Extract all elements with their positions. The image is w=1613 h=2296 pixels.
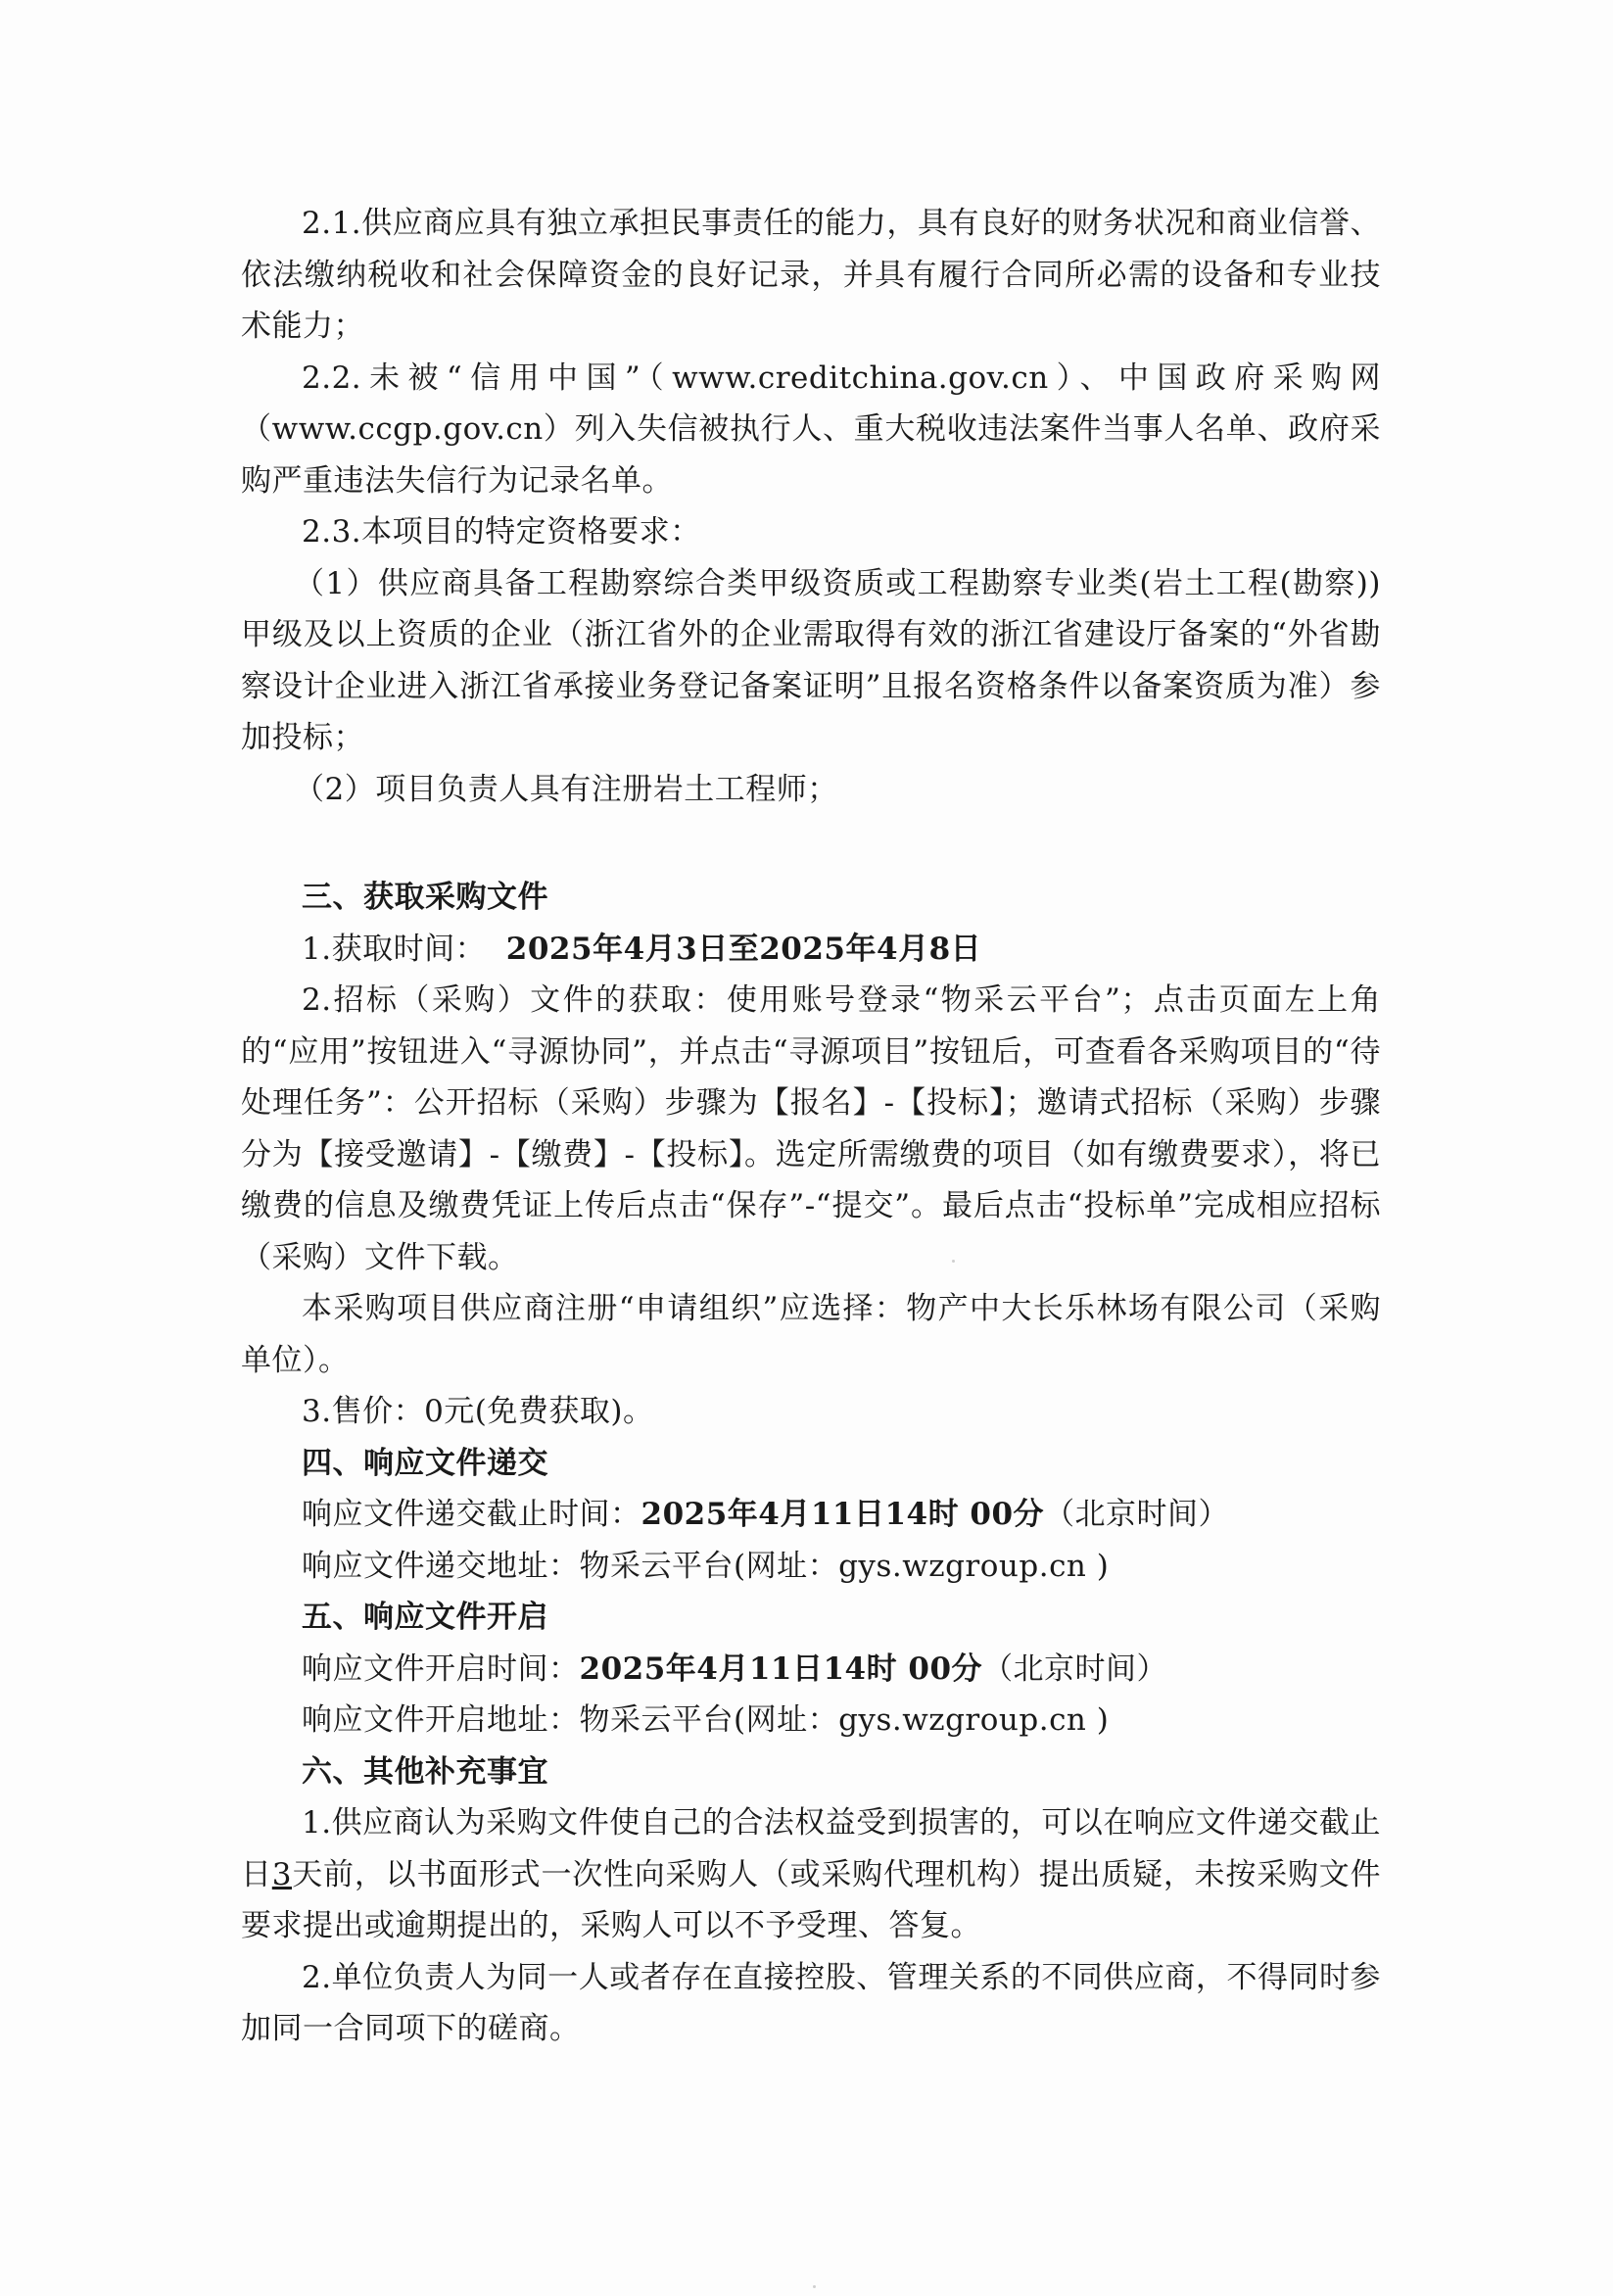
opening-time-value: 2025年4月11日14时 00分: [579, 1650, 983, 1687]
section-3-title: 三、获取采购文件: [302, 880, 548, 915]
clause-2-1: 2.1.供应商应具有独立承担民事责任的能力，具有良好的财务状况和商业信誉、依法缴纳税收和社会保障资金的良好记录，并具有履行合同所必需的设备和专业技术能力；: [241, 206, 1381, 344]
supplementary-item-1-after: 天前，以书面形式一次性向采购人（或采购代理机构）提出质疑，未按采购文件要求提出或逾期提出的，采购人可以不予受理、答复。: [241, 1856, 1382, 1943]
clause-2-3: 2.3.本项目的特定资格要求：: [302, 514, 701, 550]
opening-time: [241, 1644, 1381, 1696]
opening-time-timezone: （北京时间）: [982, 1650, 1168, 1687]
section-gap: [241, 815, 1381, 872]
opening-address: 响应文件开启地址：物采云平台(网址：gys.wzgroup.cn ): [302, 1702, 1110, 1738]
section-6-title: 六、其他补充事宜: [302, 1753, 548, 1790]
application-organization: 本采购项目供应商注册“申请组织”应选择：物产中大长乐林场有限公司（采购单位）。: [241, 1291, 1381, 1378]
document-price: 3.售价：0元(免费获取)。: [302, 1394, 654, 1429]
acquisition-time: [241, 924, 1381, 976]
submission-deadline-timezone: （北京时间）: [1044, 1497, 1230, 1532]
section-4-title: 四、响应文件递交: [302, 1445, 548, 1481]
acquisition-method: 2.招标（采购）文件的获取：使用账号登录“物采云平台”；点击页面左上角的“应用”按钮进入“寻源协同”，并点击“寻源项目”按钮后，可查看各采购项目的“待处理任务”：公开招标（采购）步骤为【报名】-【投标】；邀请式招标（采购）步骤分为【接受邀请】-【缴费】-【投标】。选定所需缴费的项目（如有缴费要求），将已缴费的信息及缴费凭证上传后点击“保存”-“提交”。最后点击“投标单”完成相应招标（采购）文件下载。: [241, 982, 1381, 1275]
clause-2-2: 2.2.未被“信用中国”（www.creditchina.gov.cn）、中国政府采购网（www.ccgp.gov.cn）列入失信被执行人、重大税收违法案件当事人名单、政府采购严重违法失信行为记录名单。: [241, 359, 1381, 499]
scan-speck: [952, 1260, 955, 1263]
submission-deadline: [241, 1489, 1381, 1541]
acquisition-time-label: 1.获取时间：: [302, 931, 487, 967]
requirement-1: （1）供应商具备工程勘察综合类甲级资质或工程勘察专业类(岩土工程(勘察))甲级及以上资质的企业（浙江省外的企业需取得有效的浙江省建设厅备案的“外省勘察设计企业进入浙江省承接业务登记备案证明”且报名资格条件以备案资质为准）参加投标；: [241, 565, 1381, 755]
acquisition-time-value: 2025年4月3日至2025年4月8日: [505, 931, 982, 967]
section-5-title: 五、响应文件开启: [302, 1600, 548, 1635]
scan-speck: [813, 2285, 816, 2288]
objection-days: 3: [271, 1856, 293, 1892]
document-body: [241, 198, 1381, 2055]
opening-time-label: 响应文件开启时间：: [302, 1650, 580, 1687]
supplementary-item-1-before: 1.供应商认为采购文件使自己的合法权益受到损害的，可以在响应文件递交截止日: [241, 1805, 1381, 1892]
submission-deadline-value: 2025年4月11日14时 00分: [640, 1497, 1045, 1532]
supplementary-item-1: [241, 1797, 1381, 1952]
supplementary-item-2: 2.单位负责人为同一人或者存在直接控股、管理关系的不同供应商，不得同时参加同一合同项下的磋商。: [241, 1959, 1381, 2046]
submission-address: 响应文件递交地址：物采云平台(网址：gys.wzgroup.cn ): [302, 1548, 1110, 1584]
submission-deadline-label: 响应文件递交截止时间：: [302, 1497, 641, 1532]
requirement-2: （2）项目负责人具有注册岩土工程师；: [294, 771, 838, 807]
